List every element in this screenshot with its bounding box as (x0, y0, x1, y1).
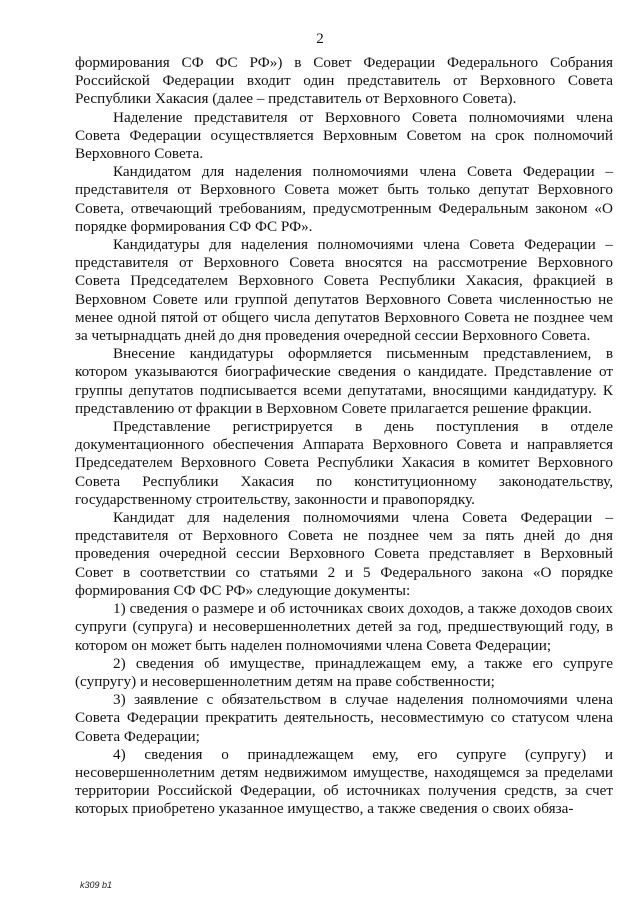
document-body (75, 54, 613, 819)
list-item-4: 4) сведения о принадлежащем ему, его супруге (супругу) и несовершеннолетним детям недвижимом имуществе, находящемся за пределами территории Российской Федерации, об источниках получения средств, за счет которых приобретено указанное имущество, а также сведения о своих обяза- (75, 745, 613, 818)
paragraph-6: Представление регистрируется в день поступления в отделе документационного обеспечения Аппарата Верховного Совета и направляется Председателем Верховного Совета Республики Хакасия в комитет Верховного Совета Республики Хакасия по конституционному законодательству, государственному строительству, законности и правопорядку. (75, 418, 613, 508)
list-item-2: 2) сведения об имуществе, принадлежащем ему, а также его супруге (супругу) и несовершеннолетним детям на праве собственности; (75, 654, 613, 690)
list-item-3: 3) заявление с обязательством в случае наделения полномочиями члена Совета Федерации прекратить деятельность, несовместимую со статусом члена Совета Федерации; (75, 691, 613, 745)
page-number: 2 (316, 31, 324, 47)
paragraph-7: Кандидат для наделения полномочиями члена Совета Федерации – представителя от Верховного Совета не позднее чем за пять дней до дня проведения очередной сессии Верховного Совета представляет в Верховный Совет в соответствии со статьями 2 и 5 Федерального закона «О порядке формирования СФ ФС РФ» следующие документы: (75, 509, 613, 599)
paragraph-4: Кандидатуры для наделения полномочиями члена Совета Федерации – представителя от Верховного Совета вносятся на рассмотрение Верховного Совета Председателем Верховного Совета Республики Хакасия, фракцией в Верховном Совете или группой депутатов Верховного Совета численностью не менее одной пятой от общего числа депутатов Верховного Совета не позднее чем за четырнадцать дней до дня проведения очередной сессии Верховного Совета. (75, 236, 613, 345)
footer-code: k309 b1 (80, 880, 113, 890)
list-item-1: 1) сведения о размере и об источниках своих доходов, а также доходов своих супруги (супруга) и несовершеннолетних детей за год, предшествующий году, в котором он может быть наделен полномочиями члена Совета Федерации; (75, 600, 613, 654)
paragraph-5: Внесение кандидатуры оформляется письменным представлением, в котором указываются биографические сведения о кандидате. Представление от группы депутатов подписывается всеми депутатами, вносящими кандидатуру. К представлению от фракции в Верховном Совете прилагается решение фракции. (75, 345, 613, 417)
paragraph-2: Наделение представителя от Верховного Совета полномочиями члена Совета Федерации осуществляется Верховным Советом на срок полномочий Верховного Совета. (75, 108, 613, 163)
paragraph-1: формирования СФ ФС РФ») в Совет Федерации Федерального Собрания Российской Федерации входит один представитель от Верховного Совета Республики Хакасия (далее – представитель от Верховного Совета). (75, 54, 613, 108)
paragraph-3: Кандидатом для наделения полномочиями члена Совета Федерации – представителя от Верховного Совета может быть только депутат Верховного Совета, отвечающий требованиям, предусмотренным Федеральным законом «О порядке формирования СФ ФС РФ». (75, 163, 613, 235)
